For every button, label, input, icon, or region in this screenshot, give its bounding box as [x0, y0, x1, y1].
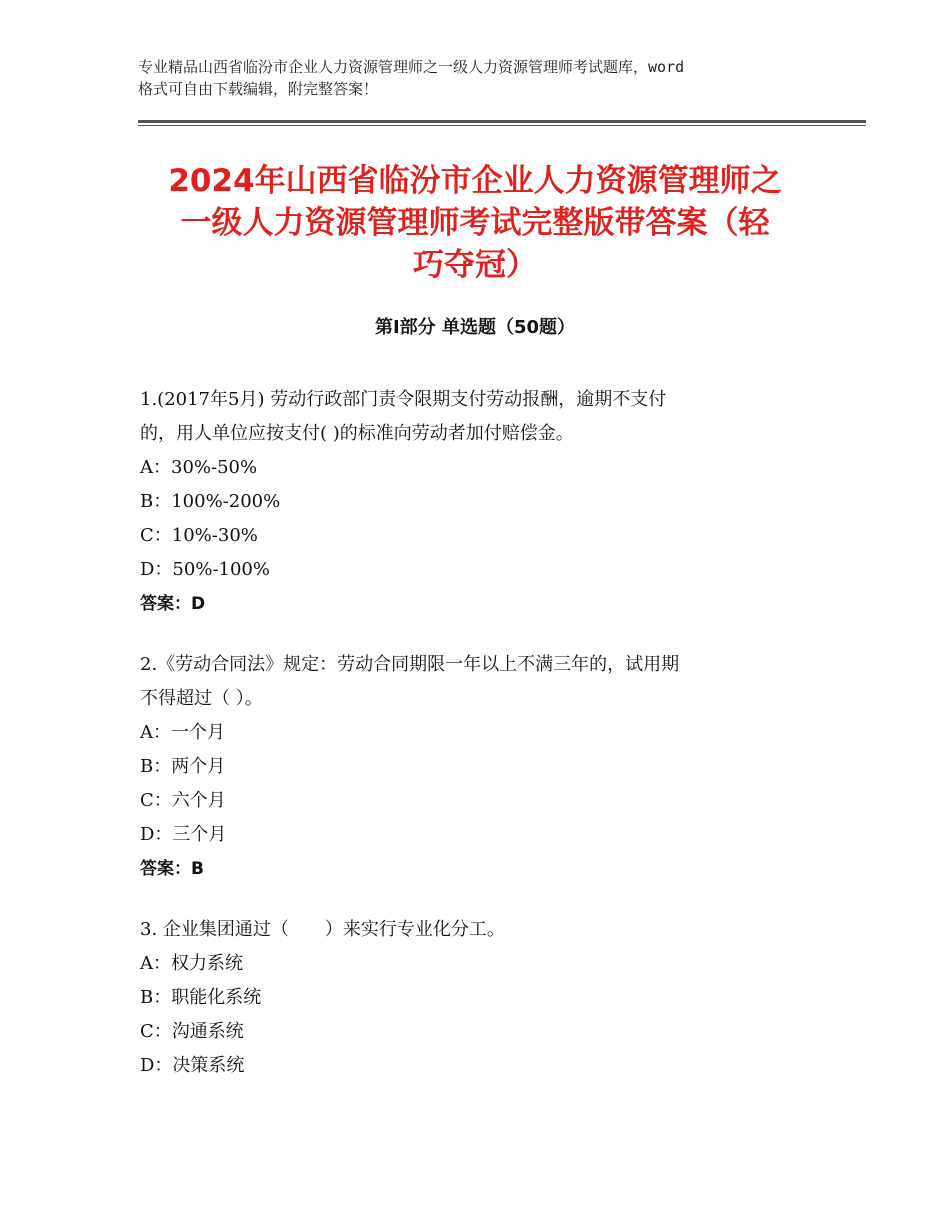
question-list: [140, 383, 820, 1110]
question-stem: 3. 企业集团通过（ ）来实行专业化分工。: [140, 919, 505, 940]
option-d: D：决策系统: [140, 1055, 245, 1076]
question-stem: 不得超过（ ）。: [140, 688, 263, 709]
question-stem: 的，用人单位应按支付( )的标准向劳动者加付赔偿金。: [140, 423, 574, 444]
section-title: 第Ⅰ部分 单选题（50题）: [374, 317, 575, 338]
option-a: A：权力系统: [140, 953, 243, 974]
question-item: [140, 383, 820, 621]
header-note-line: 格式可自由下载编辑，附完整答案！: [138, 80, 379, 98]
option-a: A：一个月: [140, 722, 225, 743]
title-line: 一级人力资源管理师考试完整版带答案（轻: [180, 205, 770, 241]
document-title: [130, 160, 820, 286]
header-divider: [138, 120, 866, 126]
option-b: B：两个月: [140, 756, 226, 777]
divider-thin: [138, 125, 866, 126]
title-line: 2024年山西省临汾市企业人力资源管理师之: [168, 163, 782, 199]
header-note-line: 专业精品山西省临汾市企业人力资源管理师之一级人力资源管理师考试题库，word: [138, 58, 685, 76]
answer: 答案：D: [140, 594, 206, 614]
header-note: [138, 56, 818, 100]
question-stem: 2.《劳动合同法》规定：劳动合同期限一年以上不满三年的，试用期: [140, 654, 680, 675]
option-c: C：六个月: [140, 790, 226, 811]
option-b: B：100%-200%: [140, 491, 281, 512]
option-c: C：10%-30%: [140, 525, 258, 546]
option-d: D：50%-100%: [140, 559, 270, 580]
title-line: 巧夺冠）: [413, 247, 537, 283]
question-stem: 1.(2017年5月) 劳动行政部门责令限期支付劳动报酬，逾期不支付: [140, 389, 667, 410]
question-item: [140, 648, 820, 886]
option-a: A：30%-50%: [140, 457, 258, 478]
option-b: B：职能化系统: [140, 987, 262, 1008]
option-c: C：沟通系统: [140, 1021, 244, 1042]
option-d: D：三个月: [140, 824, 227, 845]
question-item: [140, 913, 820, 1083]
answer: 答案：B: [140, 859, 204, 879]
